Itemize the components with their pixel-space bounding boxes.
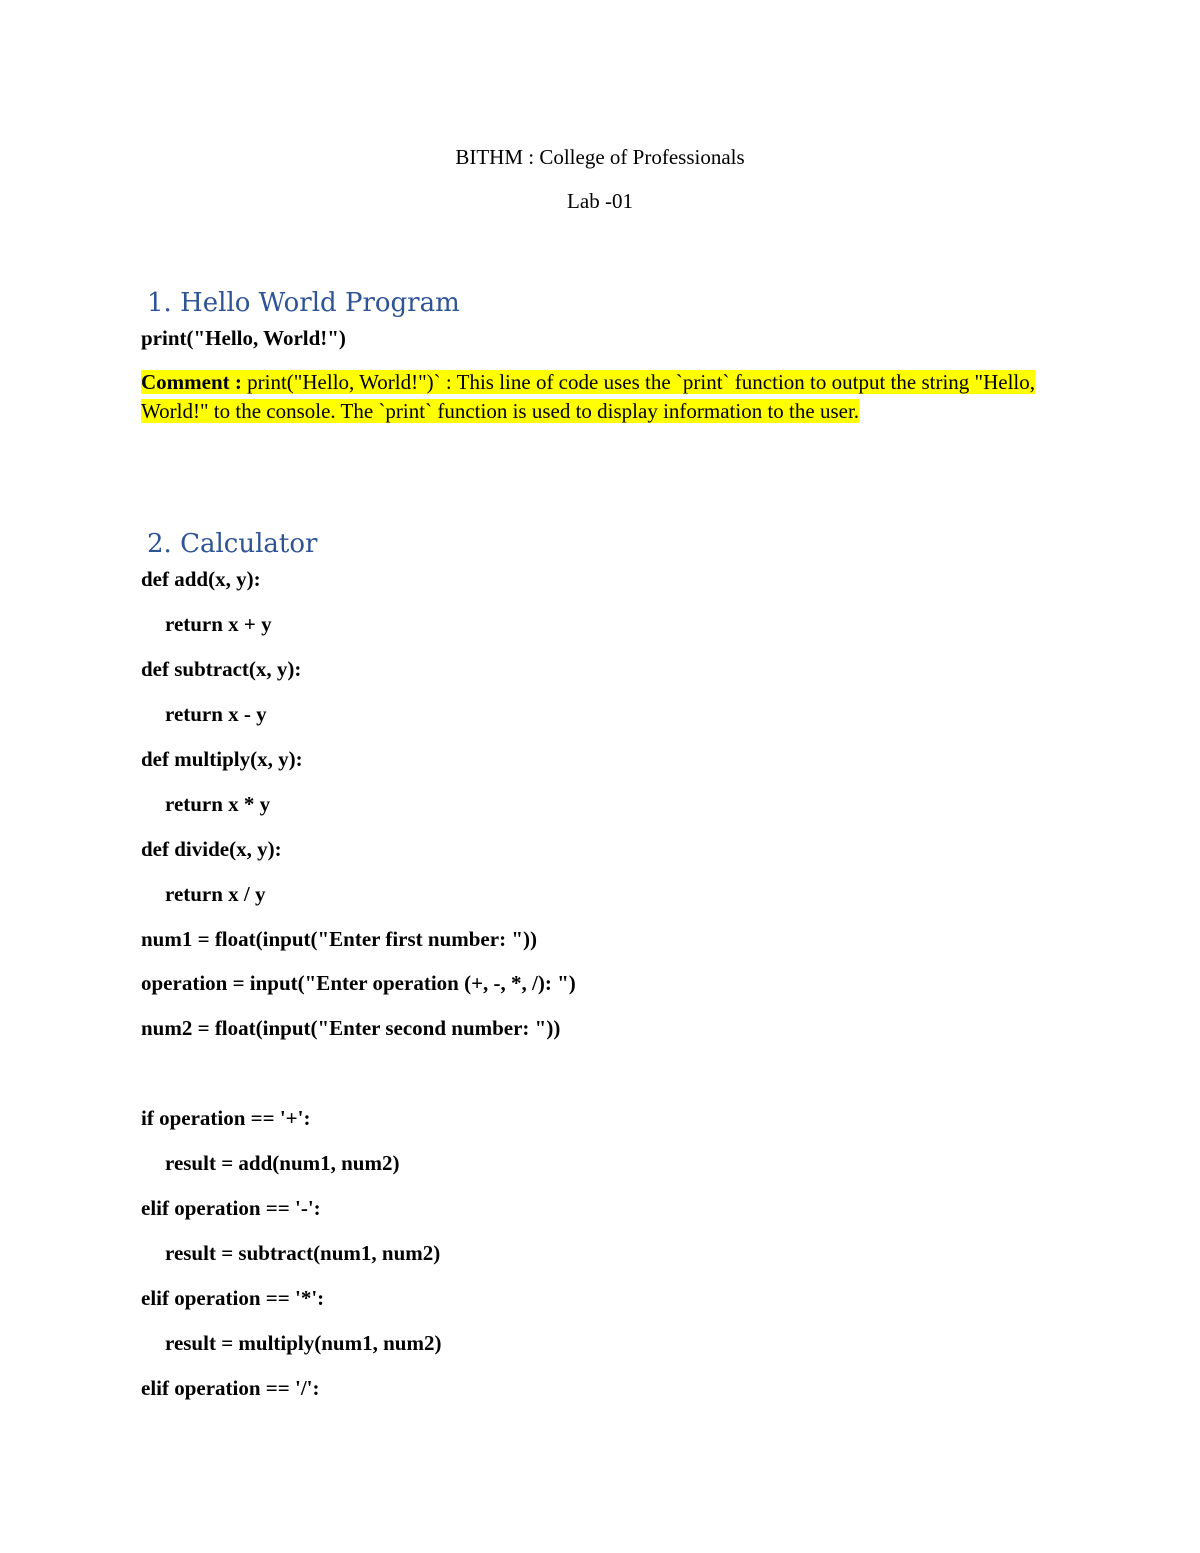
code-line: return x + y [165,612,272,636]
code-line: return x - y [165,702,267,726]
section-heading-calculator: 2. Calculator [147,529,318,559]
code-line: num2 = float(input("Enter second number: ")) [141,1016,561,1040]
code-line: result = subtract(num1, num2) [165,1241,441,1265]
code-line: return x / y [165,882,266,906]
document-subtitle: Lab -01 [567,189,633,213]
code-line: elif operation == '/': [141,1376,320,1400]
code-line: def add(x, y): [141,567,261,591]
code-line: def subtract(x, y): [141,657,302,681]
comment-label: Comment : [141,370,242,394]
code-line: elif operation == '-': [141,1196,321,1220]
document-title: BITHM : College of Professionals [455,145,745,169]
code-line: return x * y [165,792,271,816]
comment-block [141,368,1041,426]
code-line: print("Hello, World!") [141,326,346,350]
code-line: num1 = float(input("Enter first number: ")) [141,927,537,951]
code-line: elif operation == '*': [141,1286,325,1310]
code-line: def divide(x, y): [141,837,282,861]
code-line: result = multiply(num1, num2) [165,1331,442,1355]
code-line: def multiply(x, y): [141,747,303,771]
code-line: result = add(num1, num2) [165,1151,400,1175]
code-line: if operation == '+': [141,1106,311,1130]
code-line: operation = input("Enter operation (+, -, *, /): ") [141,971,576,995]
comment-text: print("Hello, World!")` : This line of code uses the `print` function to output the string "Hello, World!" to the console. The `print` function is used to display information to the user. [141,370,1035,423]
section-heading-hello-world: 1. Hello World Program [147,288,460,318]
